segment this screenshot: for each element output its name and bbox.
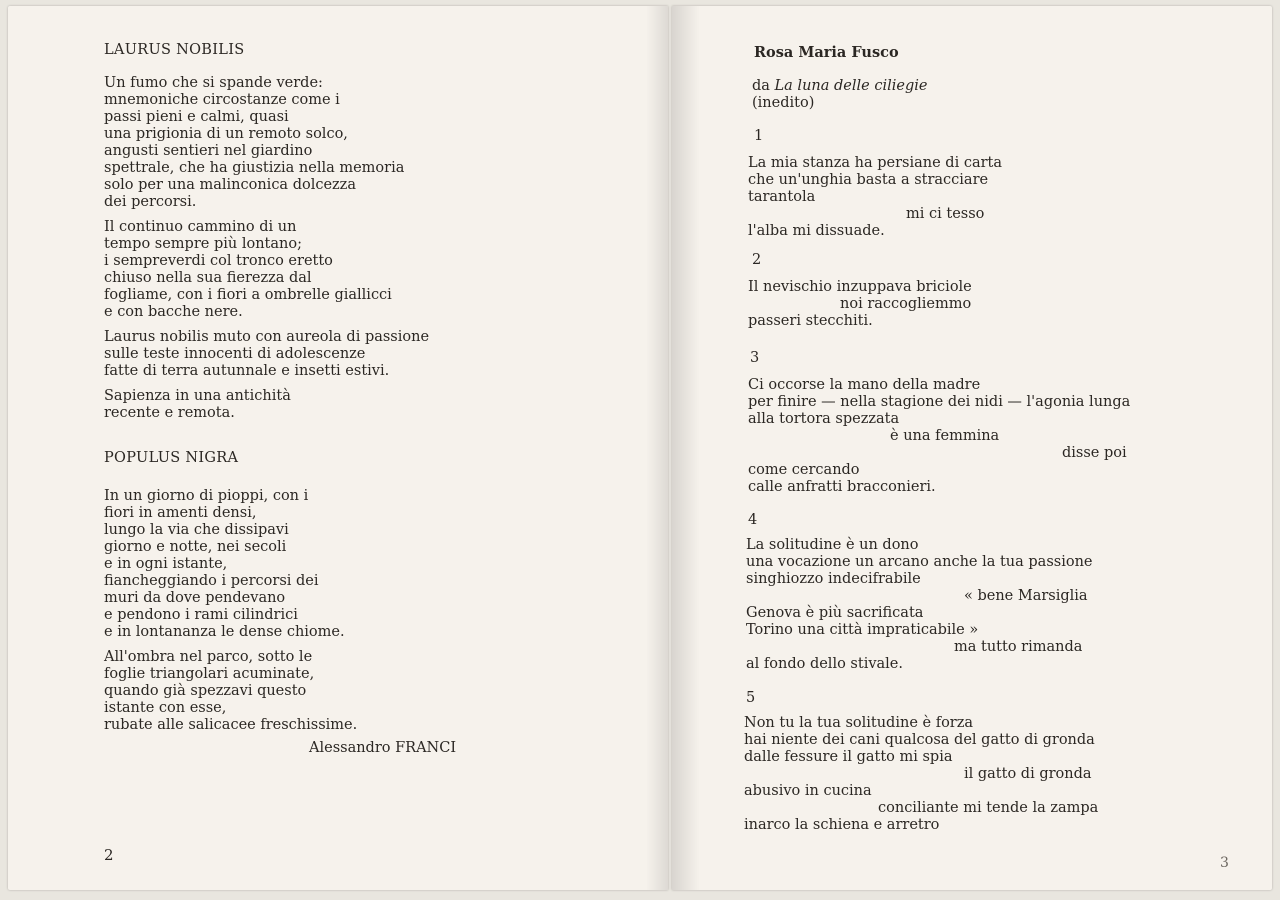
verse-line: i sempreverdi col tronco eretto [104,253,333,269]
verse-line: al fondo dello stivale. [746,656,903,672]
verse-line: come cercando [748,462,860,478]
verse-line: conciliante mi tende la zampa [878,800,1099,816]
verse-line: passi pieni e calmi, quasi [104,109,289,125]
verse-line: Ci occorse la mano della madre [748,377,981,393]
verse-line: mnemoniche circostanze come i [104,92,340,108]
verse-line: dei percorsi. [104,194,197,210]
verse-line: In un giorno di pioppi, con i [104,488,309,504]
verse-line: quando già spezzavi questo [104,683,307,699]
poem-title: POPULUS NIGRA [104,450,239,466]
verse-line: sulle teste innocenti di adolescenze [104,346,366,362]
stanza [104,649,464,734]
stanza [104,75,464,211]
verse-line: e in ogni istante, [104,556,228,572]
verse-line: e con bacche nere. [104,304,243,320]
page-number: 2 [104,846,114,864]
verse-line: per finire — nella stagione dei nidi — l'agonia lunga [748,394,1131,410]
verse-line: tempo sempre più lontano; [104,236,302,252]
page-number: 3 [1220,855,1229,871]
verse-line: e in lontananza le dense chiome. [104,624,345,640]
verse-line: Un fumo che si spande verde: [104,75,323,91]
verse-line: alla tortora spezzata [748,411,900,427]
verse-line: istante con esse, [104,700,227,716]
right-page [672,6,1272,890]
verse-line: Torino una città impraticabile » [746,622,979,638]
verse-line: All'ombra nel parco, sotto le [104,649,313,665]
gutter-shadow-right [672,6,700,890]
verse-line: lungo la via che dissipavi [104,522,289,538]
verse-line: foglie triangolari acuminate, [104,666,315,682]
verse-line: noi raccogliemmo [840,296,972,312]
collection-source [752,78,927,112]
verse-line: abusivo in cucina [744,783,872,799]
verse-line: giorno e notte, nei secoli [104,539,287,555]
poem-number: 2 [752,252,762,268]
verse-line: ma tutto rimanda [954,639,1083,655]
verse-line: Laurus nobilis muto con aureola di passione [104,329,430,345]
poem-4 [746,537,1166,673]
poet-name: Rosa Maria Fusco [754,44,899,61]
stanza [104,329,464,380]
verse-line: fiori in amenti densi, [104,505,257,521]
verse-line: rubate alle salicacee freschissime. [104,717,358,733]
verse-line: l'alba mi dissuade. [748,223,885,239]
source-note: (inedito) [752,95,815,111]
poem-3 [748,377,1168,496]
poem-number: 5 [746,690,756,706]
verse-line: una vocazione un arcano anche la tua passione [746,554,1093,570]
left-page [8,6,668,890]
verse-line: Il continuo cammino di un [104,219,297,235]
poem-number: 3 [750,350,760,366]
verse-line: fatte di terra autunnale e insetti estivi. [104,363,390,379]
stanza [104,219,464,321]
verse-line: fogliame, con i fiori a ombrelle giallicci [104,287,392,303]
verse-line: fiancheggiando i percorsi dei [104,573,319,589]
poem-1 [748,155,1168,240]
poem-5 [744,715,1164,834]
verse-line: mi ci tesso [906,206,985,222]
verse-line: una prigionia di un remoto solco, [104,126,348,142]
verse-line: hai niente dei cani qualcosa del gatto di gronda [744,732,1095,748]
verse-line: singhiozzo indecifrabile [746,571,921,587]
verse-line: solo per una malinconica dolcezza [104,177,356,193]
verse-line: La solitudine è un dono [746,537,919,553]
verse-line: disse poi [1062,445,1127,461]
verse-line: Genova è più sacrificata [746,605,924,621]
verse-line: La mia stanza ha persiane di carta [748,155,1003,171]
poem-author: Alessandro FRANCI [309,740,457,756]
verse-line: calle anfratti bracconieri. [748,479,936,495]
verse-line: Il nevischio inzuppava briciole [748,279,972,295]
verse-line: passeri stecchiti. [748,313,873,329]
gutter-shadow-left [646,6,668,890]
verse-line: spettrale, che ha giustizia nella memoria [104,160,405,176]
verse-line: recente e remota. [104,405,235,421]
verse-line: angusti sentieri nel giardino [104,143,313,159]
poem-number: 4 [748,512,758,528]
source-prefix: da [752,78,770,94]
verse-line: che un'unghia basta a stracciare [748,172,989,188]
poem-laurus-nobilis [104,42,464,430]
verse-line: inarco la schiena e arretro [744,817,940,833]
poem-title: LAURUS NOBILIS [104,42,245,58]
verse-line: il gatto di gronda [964,766,1092,782]
verse-line: dalle fessure il gatto mi spia [744,749,953,765]
verse-line: Sapienza in una antichità [104,388,291,404]
poem-number: 1 [754,128,764,144]
stanza [104,388,464,422]
verse-line: è una femmina [890,428,1000,444]
verse-line: Non tu la tua solitudine è forza [744,715,974,731]
verse-line: tarantola [748,189,816,205]
poem-populus-nigra [104,450,464,742]
poem-2 [748,279,1168,330]
verse-line: « bene Marsiglia [964,588,1088,604]
verse-line: e pendono i rami cilindrici [104,607,298,623]
verse-line: chiuso nella sua fierezza dal [104,270,312,286]
collection-title: La luna delle ciliegie [774,78,928,94]
verse-line: muri da dove pendevano [104,590,286,606]
stanza [104,488,464,641]
